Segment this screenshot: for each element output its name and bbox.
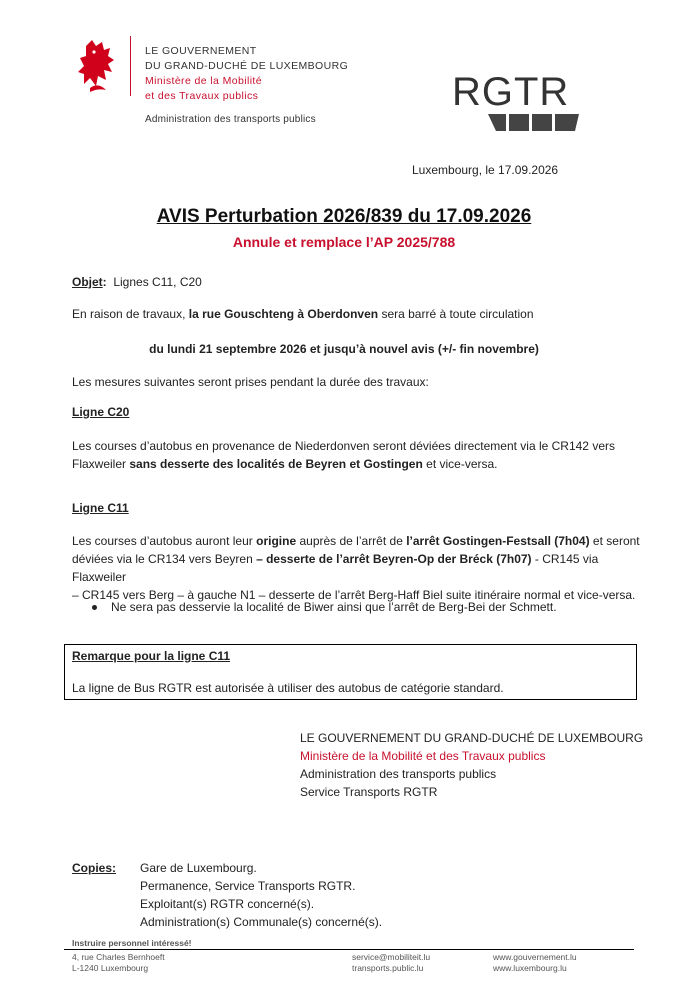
- rgtr-logo: [452, 72, 582, 134]
- period-line: [0, 340, 688, 358]
- administration-label: Administration des transports publics: [145, 114, 316, 125]
- c11-paragraph: [72, 532, 652, 604]
- period-text: du lundi 21 septembre 2026 et jusqu’à nouvel avis (+/- fin novembre): [149, 342, 539, 356]
- c20-text-end: et vice-versa.: [422, 457, 498, 471]
- footer-divider: [64, 949, 634, 950]
- footer-web: [493, 952, 577, 974]
- signature-line-1: LE GOUVERNEMENT DU GRAND-DUCHÉ DE LUXEMBOURG: [300, 731, 644, 745]
- copies-list: [140, 859, 382, 931]
- rgtr-logo-bars-icon: [452, 114, 582, 132]
- signature-line-4: Service Transports RGTR: [300, 785, 438, 799]
- c20-bold: sans desserte des localités de Beyren et Gostingen: [129, 457, 423, 471]
- ministry-line-2: et des Travaux publics: [145, 90, 259, 102]
- c20-line-1: Les courses d’autobus en provenance de Niederdonven seront déviées directement via le CR142 vers: [72, 439, 615, 453]
- c11-bold-origin: origine: [256, 534, 297, 548]
- c11-line-2: [72, 550, 652, 586]
- gov-title: [145, 44, 348, 104]
- objet-label: Objet: [72, 275, 103, 289]
- c20-heading: Ligne C20: [72, 405, 130, 419]
- footer-address-line-1: 4, rue Charles Bernhoeft: [72, 952, 165, 962]
- intro-paragraph: [72, 305, 534, 323]
- lion-emblem-icon: [76, 38, 122, 94]
- date-line: Luxembourg, le 17.09.2026: [412, 163, 559, 177]
- copies-label: Copies:: [72, 861, 117, 875]
- c11-text-2c: - CR145 via Flaxweiler: [72, 552, 599, 584]
- footer-web-link-1[interactable]: www.gouvernement.lu: [493, 952, 577, 962]
- c11-bullet: [92, 598, 557, 616]
- c11-line-3: – CR145 vers Berg – à gauche N1 – desserte de l’arrêt Berg-Haff Biel suite itinéraire normal et vice-versa.: [72, 588, 636, 602]
- c11-heading: Ligne C11: [72, 501, 129, 515]
- page-title: AVIS Perturbation 2026/839 du 17.09.2026: [156, 206, 532, 227]
- intro-text: En raison de travaux,: [72, 307, 189, 321]
- page-subtitle: Annule et remplace l’AP 2025/788: [232, 234, 456, 250]
- ministry-line-1: Ministère de la Mobilité: [145, 75, 262, 87]
- bullet-icon: [92, 605, 97, 610]
- signature-block: [300, 729, 643, 801]
- c11-text-a: Les courses d’autobus auront leur: [72, 534, 257, 548]
- objet-value: Lignes C11, C20: [113, 275, 202, 289]
- footer-contact: [352, 952, 430, 974]
- copies-item: Gare de Luxembourg.: [140, 861, 257, 875]
- c11-bold-2b: – desserte de l’arrêt Beyren-Op der Bréck (7h07): [256, 552, 532, 566]
- objet-colon: :: [102, 275, 107, 289]
- remark-box: [64, 644, 637, 700]
- footer-site-link[interactable]: transports.public.lu: [352, 963, 424, 973]
- signature-line-3: Administration des transports publics: [300, 767, 497, 781]
- copies-item: Permanence, Service Transports RGTR.: [140, 879, 356, 893]
- c11-bold-stop: l’arrêt Gostingen-Festsall (7h04): [406, 534, 590, 548]
- gov-line-2: DU GRAND-DUCHÉ DE LUXEMBOURG: [145, 60, 349, 72]
- copies-item: Administration(s) Communale(s) concerné(s).: [140, 915, 383, 929]
- c11-text-c: auprès de l’arrêt de: [296, 534, 407, 548]
- remark-text: La ligne de Bus RGTR est autorisée à utiliser des autobus de catégorie standard.: [72, 681, 504, 695]
- header-divider: [130, 36, 131, 96]
- remark-heading: Remarque pour la ligne C11: [72, 649, 231, 663]
- c20-paragraph: [72, 437, 632, 473]
- measures-intro: Les mesures suivantes seront prises pendant la durée des travaux:: [72, 375, 429, 389]
- objet-line: [72, 273, 202, 291]
- c11-text-2a: déviées via le CR134 vers Beyren: [72, 552, 257, 566]
- rgtr-logo-text: RGTR: [452, 70, 570, 114]
- gov-line-1: LE GOUVERNEMENT: [145, 45, 257, 57]
- footer-note: Instruire personnel intéressé!: [72, 938, 192, 948]
- c11-line-1: [72, 532, 652, 550]
- intro-text-end: sera barré à toute circulation: [378, 307, 534, 321]
- intro-street: la rue Gouschteng à Oberdonven: [188, 307, 379, 321]
- footer-email-link[interactable]: service@mobiliteit.lu: [352, 952, 431, 962]
- signature-line-2: Ministère de la Mobilité et des Travaux publics: [300, 749, 546, 763]
- footer-address-line-2: L-1240 Luxembourg: [72, 963, 149, 973]
- footer-web-link-2[interactable]: www.luxembourg.lu: [493, 963, 567, 973]
- copies-item: Exploitant(s) RGTR concerné(s).: [140, 897, 315, 911]
- c11-bullet-text: Ne sera pas desservie la localité de Biwer ainsi que l’arrêt de Berg-Bei der Schmett.: [111, 600, 557, 614]
- c20-text: Flaxweiler: [72, 457, 130, 471]
- c11-text-e: et seront: [589, 534, 640, 548]
- footer-address: [72, 952, 165, 974]
- c20-line-2: [72, 455, 632, 473]
